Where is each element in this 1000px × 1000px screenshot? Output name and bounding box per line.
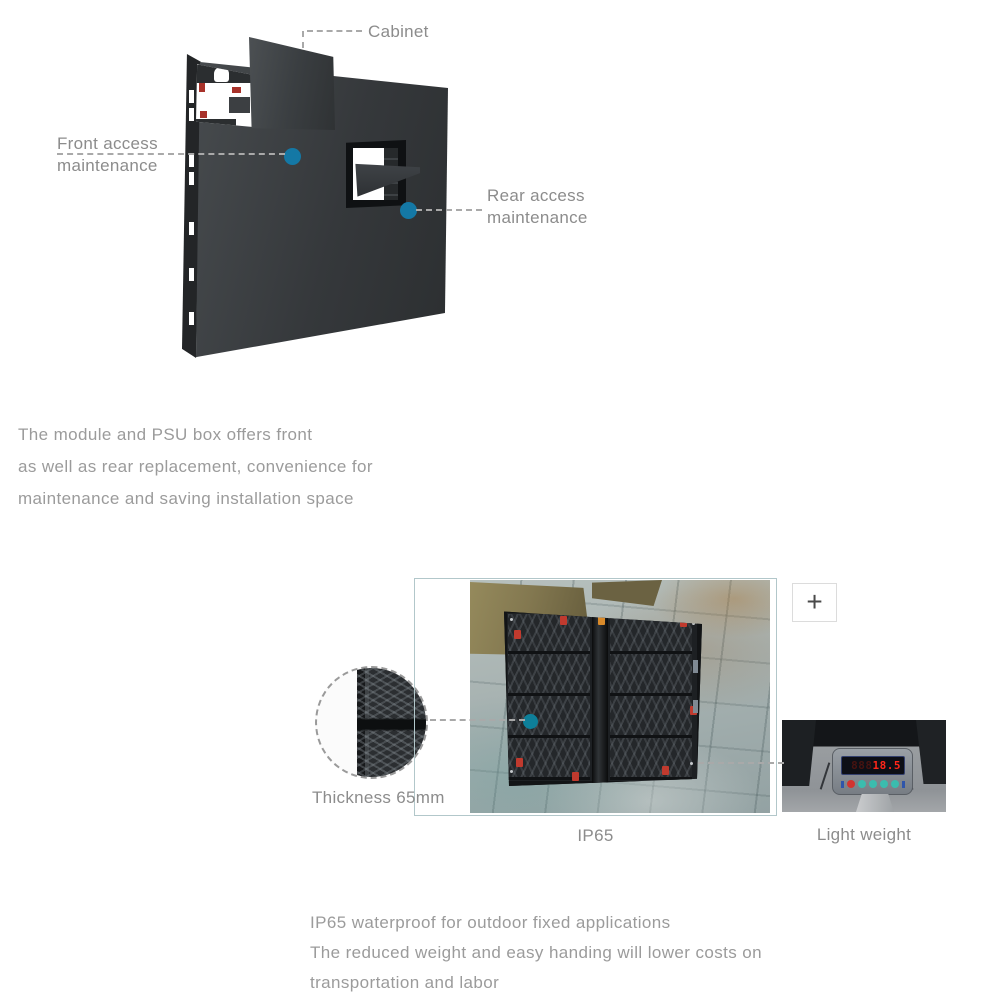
detached-led-module (249, 36, 335, 131)
red-clip (232, 87, 241, 93)
intro-line: as well as rear replacement, convenience for (18, 457, 373, 476)
cabinet-label: Cabinet (368, 22, 429, 41)
rear-access-callout-line (416, 209, 482, 211)
cabinet-diagram (0, 0, 1000, 400)
thickness-callout-line (430, 719, 525, 721)
cable (820, 762, 831, 789)
front-access-label (57, 133, 158, 177)
outro-line: IP65 waterproof for outdoor fixed applications (310, 913, 671, 932)
outro-paragraph (310, 908, 762, 998)
outro-line: transportation and labor (310, 973, 500, 992)
led-weight-value: 18.5 (872, 759, 901, 772)
weighing-indicator (832, 748, 913, 795)
led-ghost-digits: 888 (851, 759, 873, 772)
thickness-label: Thickness 65mm (312, 788, 445, 807)
thickness-zoom-circle (315, 666, 428, 779)
intro-paragraph (18, 419, 373, 515)
rear-access-label-line1: Rear access (487, 186, 585, 205)
front-access-marker-dot (284, 148, 301, 165)
ip65-label: IP65 (577, 826, 614, 845)
expand-button[interactable]: + (792, 583, 837, 622)
scale-led-display (841, 756, 905, 775)
scale-power-button (847, 780, 855, 788)
light-weight-photo (782, 720, 946, 812)
rear-access-marker-dot (400, 202, 417, 219)
rear-access-label-line2: maintenance (487, 208, 588, 227)
cabinet-callout-line (307, 30, 362, 32)
rear-access-label (487, 185, 588, 229)
outro-line: The reduced weight and easy handing will lower costs on (310, 943, 762, 962)
scale-button (891, 780, 899, 788)
scale-mark (841, 781, 844, 788)
dark-pillar-right (916, 720, 946, 784)
indicator-stand (856, 794, 894, 812)
scale-button (858, 780, 866, 788)
scale-button (880, 780, 888, 788)
dark-pillar-left (782, 720, 816, 786)
scale-button (869, 780, 877, 788)
intro-line: maintenance and saving installation space (18, 489, 354, 508)
psu-box (229, 97, 250, 113)
front-access-label-line2: maintenance (57, 156, 158, 175)
light-weight-label: Light weight (816, 825, 912, 844)
scale-button-row (833, 779, 912, 789)
ip65-photo-frame (414, 578, 777, 816)
light-weight-callout-line (698, 762, 784, 764)
red-clip (200, 111, 207, 118)
cabinet-callout-line-vertical (302, 31, 304, 48)
red-clip (199, 83, 205, 92)
front-access-label-line1: Front access (57, 134, 158, 153)
scale-mark (902, 781, 905, 788)
intro-line: The module and PSU box offers front (18, 425, 313, 444)
